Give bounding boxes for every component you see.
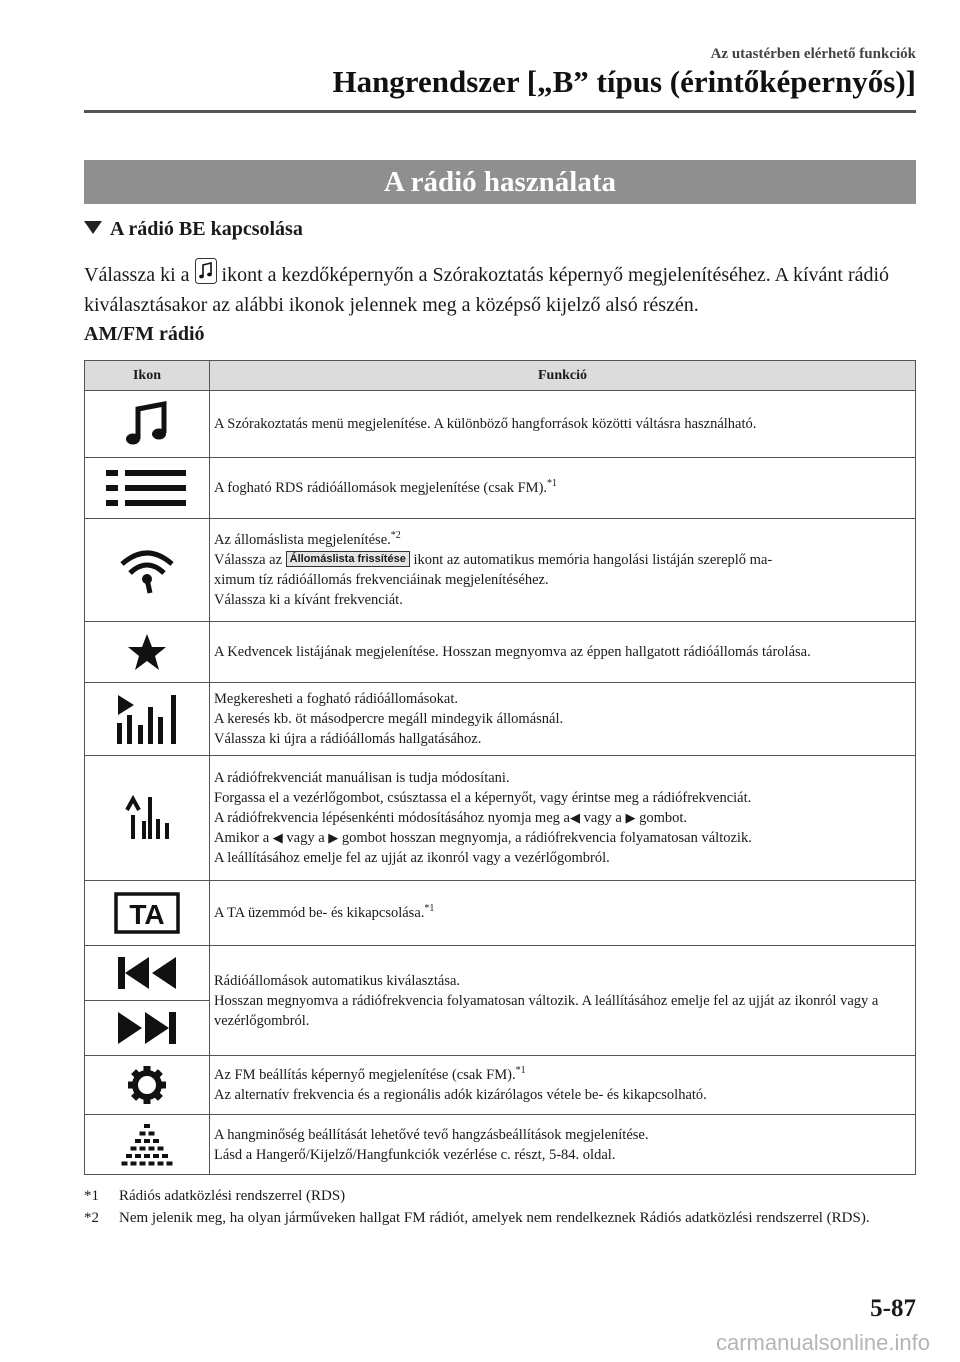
icon-cell xyxy=(85,1115,210,1175)
skip-back-icon xyxy=(116,955,178,991)
row-line: Megkeresheti a fogható rádióállomásokat. xyxy=(214,691,459,707)
icon-cell xyxy=(85,946,210,1056)
footnote-text: Rádiós adatközlési rendszerrel (RDS) xyxy=(119,1188,346,1204)
amfm-heading: AM/FM rádió xyxy=(84,323,205,345)
row-text: gombot hosszan megnyomja, a rádiófrekvencia folyamatosan változik. xyxy=(341,830,752,846)
row-line xyxy=(214,828,909,848)
table-row xyxy=(85,458,916,519)
equalizer-segment xyxy=(153,1154,159,1158)
equalizer-segment xyxy=(162,1154,168,1158)
table-row xyxy=(85,881,916,946)
footnote-ref: *2 xyxy=(390,530,401,542)
footnote-ref: *1 xyxy=(515,1065,526,1077)
function-cell xyxy=(210,391,916,458)
equalizer-segment xyxy=(126,1154,132,1158)
row-line xyxy=(214,530,909,550)
icon-cell xyxy=(85,622,210,683)
icon-function-table xyxy=(84,360,916,1175)
function-cell xyxy=(210,683,916,756)
table-row xyxy=(85,756,916,881)
header-divider xyxy=(84,110,916,113)
icon-cell xyxy=(85,519,210,622)
function-cell xyxy=(210,458,916,519)
function-cell xyxy=(210,1115,916,1175)
antenna-icon xyxy=(116,545,178,595)
icon-cell xyxy=(85,683,210,756)
row-line: A rádiófrekvenciát manuálisan is tudja módosítani. xyxy=(214,770,510,786)
equalizer-segment xyxy=(140,1161,146,1165)
subheading xyxy=(84,218,303,241)
row-line: A hangminőség beállítását lehetővé tevő hangzásbeállítások megjelenítése. xyxy=(214,1126,649,1143)
equalizer-icon xyxy=(119,1122,175,1168)
icon-cell xyxy=(85,881,210,946)
gear-icon xyxy=(127,1065,167,1105)
tune-icon xyxy=(124,795,170,841)
header-icon-column: Ikon xyxy=(85,361,210,391)
row-line: A leállításához emelje fel az ujját az ikonról vagy a vezérlőgombról. xyxy=(214,850,610,866)
row-line: Rádióállomások automatikus kiválasztása. xyxy=(214,972,461,989)
table-row xyxy=(85,519,916,622)
equalizer-segment xyxy=(140,1131,146,1135)
row-line xyxy=(214,1065,909,1085)
subheading-text: A rádió BE kapcsolása xyxy=(110,218,303,240)
table-row xyxy=(85,1115,916,1175)
row-text: ikont az automatikus memória hangolási listáján szereplő ma- xyxy=(413,552,773,568)
arrow-left-icon: ◀ xyxy=(272,830,283,845)
footnotes xyxy=(84,1185,916,1229)
station-list-refresh-button: Állomáslista frissítése xyxy=(286,551,410,567)
row-line: A keresés kb. öt másodpercre megáll mindegyik állomásnál. xyxy=(214,711,564,727)
row-line xyxy=(214,550,909,570)
equalizer-segment xyxy=(149,1131,155,1135)
equalizer-segment xyxy=(144,1154,150,1158)
footnote xyxy=(84,1207,916,1229)
row-text: gombot. xyxy=(639,810,687,826)
function-cell xyxy=(210,519,916,622)
arrow-right-icon: ▶ xyxy=(328,830,339,845)
equalizer-segment xyxy=(158,1146,164,1150)
skip-forward-icon xyxy=(116,1010,178,1046)
triangle-bullet-icon xyxy=(84,221,102,234)
row-line: Válassza ki újra a rádióállomás hallgatásához. xyxy=(214,731,482,747)
row-text: vagy a xyxy=(286,830,325,846)
row-text: A rádiófrekvencia lépésenkénti módosításához nyomja meg a xyxy=(214,810,570,826)
equalizer-segment xyxy=(122,1161,128,1165)
function-cell xyxy=(210,881,916,946)
footnote-text: Nem jelenik meg, ha olyan járműveken hallgat FM rádiót, amelyek nem rendelkeznek Rádiós adatközlési rendszerrel (RDS). xyxy=(119,1210,870,1226)
skip-back-cell xyxy=(85,946,209,1001)
function-cell xyxy=(210,756,916,881)
intro-text-before: Válassza ki a xyxy=(84,264,190,286)
row-text: A Szórakoztatás menü megjelenítése. A különböző hangforrások közötti váltásra használható. xyxy=(214,416,757,432)
table-row xyxy=(85,622,916,683)
list-icon xyxy=(106,468,188,508)
header-function-column: Funkció xyxy=(210,361,916,391)
running-head: Az utastérben elérhető funkciók xyxy=(710,46,916,62)
icon-cell xyxy=(85,756,210,881)
watermark: carmanualsonline.info xyxy=(715,1330,930,1355)
equalizer-segment xyxy=(135,1154,141,1158)
arrow-right-icon: ▶ xyxy=(625,810,636,825)
scan-icon xyxy=(115,693,179,745)
icon-cell xyxy=(85,391,210,458)
skip-forward-cell xyxy=(85,1001,209,1055)
equalizer-segment xyxy=(153,1139,159,1143)
footnote-ref: *1 xyxy=(424,903,435,915)
row-line: ximum tíz rádióállomás frekvenciáinak megjelenítéséhez. xyxy=(214,572,549,588)
chapter-title: Hangrendszer [„B” típus (érintőképernyős)] xyxy=(332,64,916,99)
footnote-ref: *1 xyxy=(547,478,558,490)
row-text: A Kedvencek listájának megjelenítése. Hosszan megnyomva az éppen hallgatott rádióállomás tárolása. xyxy=(214,644,811,660)
page-number: 5-87 xyxy=(870,1295,916,1322)
equalizer-segment xyxy=(140,1146,146,1150)
equalizer-segment xyxy=(144,1124,150,1128)
table-row xyxy=(85,683,916,756)
row-text: Az állomáslista megjelenítése. xyxy=(214,532,391,548)
row-text: Válassza az xyxy=(214,552,283,568)
row-text: A fogható RDS rádióállomások megjelenítése (csak FM). xyxy=(214,480,548,496)
equalizer-segment xyxy=(167,1161,173,1165)
equalizer-segment xyxy=(149,1146,155,1150)
music-note-icon xyxy=(121,399,173,449)
star-icon xyxy=(127,632,167,672)
table-row xyxy=(85,1056,916,1115)
music-note-icon xyxy=(195,258,217,284)
equalizer-segment xyxy=(149,1161,155,1165)
equalizer-segment xyxy=(144,1139,150,1143)
equalizer-segment xyxy=(131,1146,137,1150)
function-cell xyxy=(210,622,916,683)
row-text: Amikor a xyxy=(214,830,270,846)
row-text: vagy a xyxy=(583,810,622,826)
row-line: Válassza ki a kívánt frekvenciát. xyxy=(214,592,403,608)
footnote-mark: *1 xyxy=(84,1188,99,1204)
intro-text-after: ikont a kezdőképernyőn a Szórakoztatás képernyő megjelenítéséhez. A kívánt rádió kiválasztásakor az alábbi ikonok jelennek meg a középső kijelző alsó részén. xyxy=(84,264,890,316)
table-row xyxy=(85,391,916,458)
ta-icon-label: TA xyxy=(129,899,165,930)
equalizer-segment xyxy=(135,1139,141,1143)
section-title: A rádió használata xyxy=(84,160,916,204)
function-cell xyxy=(210,946,916,1056)
icon-cell xyxy=(85,1056,210,1115)
function-cell xyxy=(210,1056,916,1115)
table-row xyxy=(85,946,916,1056)
arrow-left-icon: ◀ xyxy=(569,810,580,825)
row-text: Az FM beállítás képernyő megjelenítése (csak FM). xyxy=(214,1067,516,1083)
row-line xyxy=(214,808,909,828)
row-line: Lásd a Hangerő/Kijelző/Hangfunkciók vezérlése c. részt, 5-84. oldal. xyxy=(214,1146,616,1163)
footnote xyxy=(84,1185,916,1207)
table-header-row xyxy=(85,361,916,391)
equalizer-segment xyxy=(131,1161,137,1165)
row-text: A TA üzemmód be- és kikapcsolása. xyxy=(214,905,425,921)
intro-paragraph xyxy=(84,258,916,320)
equalizer-segment xyxy=(158,1161,164,1165)
row-line: Forgassa el a vezérlőgombot, csúsztassa el a képernyőt, vagy érintse meg a rádiófrekvenciát. xyxy=(214,790,752,806)
footnote-mark: *2 xyxy=(84,1210,99,1226)
ta-icon xyxy=(114,892,180,934)
row-line: Az alternatív frekvencia és a regionális adók kizárólagos vétele be- és kikapcsolható. xyxy=(214,1087,707,1103)
row-line: Hosszan megnyomva a rádiófrekvencia folyamatosan változik. A leállításához emelje fel az ujját az ikonról vagy a vezérlőgombról. xyxy=(214,992,879,1029)
icon-cell xyxy=(85,458,210,519)
